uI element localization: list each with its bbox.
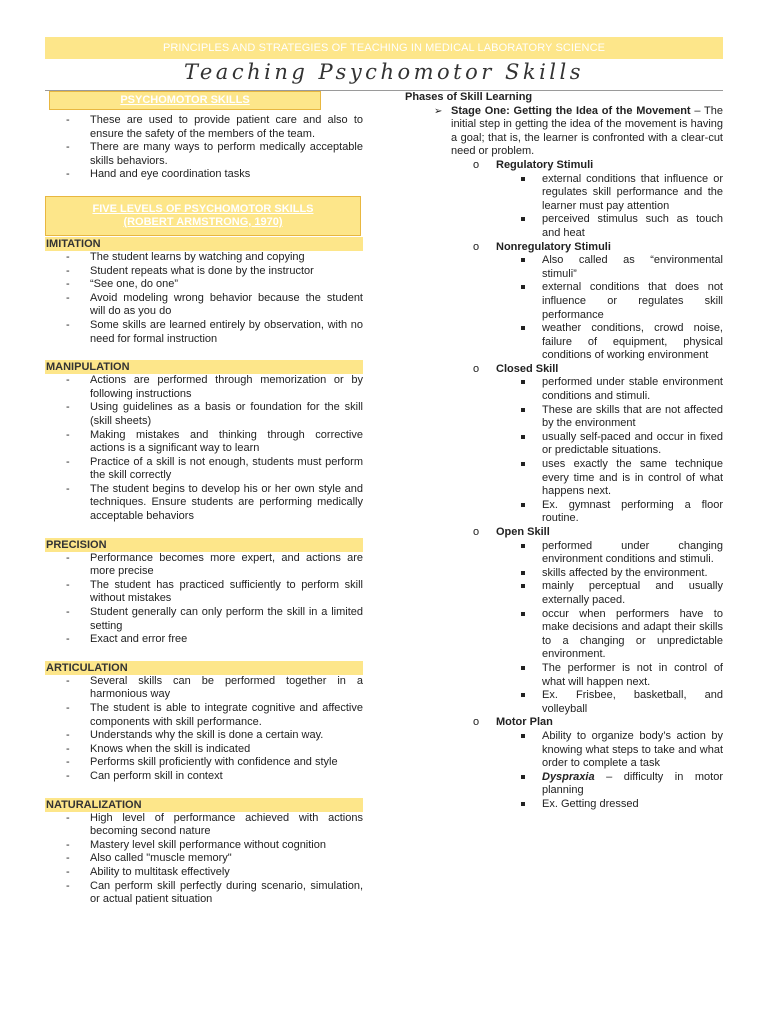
list-item: - Knows when the skill is indicated [45, 743, 363, 757]
list-item: Also called as “environmental stimuli” [380, 254, 723, 281]
list-item: skills affected by the environment. [380, 567, 723, 581]
list-item: external conditions that influence or regulates skill performance and the learner must pay attention [380, 173, 723, 214]
list-item: occur when performers have to make decisions and adapt their skills to a changing or unpredictable environment. [380, 608, 723, 662]
right-column [380, 91, 723, 811]
list-item: - Actions are performed through memorization or by following instructions [45, 374, 363, 401]
precision-heading: PRECISION [45, 538, 363, 552]
list-item: - High level of performance achieved with actions becoming second nature [45, 812, 363, 839]
left-column [45, 91, 363, 907]
closed-skill-list [380, 376, 723, 526]
list-item: - Also called "muscle memory" [45, 852, 363, 866]
list-item: These are skills that are not affected by the environment [380, 404, 723, 431]
open-skill-heading [380, 526, 723, 540]
list-item: The performer is not in control of what will happen next. [380, 662, 723, 689]
manipulation-section [45, 360, 363, 524]
open-skill-list [380, 540, 723, 717]
list-item: - Can perform skill in context [45, 770, 363, 784]
list-item: mainly perceptual and usually externally paced. [380, 580, 723, 607]
list-item: - “See one, do one” [45, 278, 363, 292]
five-levels-title: FIVE LEVELS OF PSYCHOMOTOR SKILLS [92, 202, 314, 215]
circle-bullet-icon: o [473, 240, 480, 253]
nonregulatory-title: Nonregulatory Stimuli [496, 240, 611, 253]
list-item [380, 771, 723, 798]
list-item: - Practice of a skill is not enough, students must perform the skill correctly [45, 456, 363, 483]
nonregulatory-list [380, 254, 723, 363]
list-item: - These are used to provide patient care and also to ensure the safety of the members of the team. [45, 114, 363, 141]
stage-one-label: Stage One: Getting the Idea of the Movement [451, 104, 691, 117]
list-item: - Some skills are learned entirely by observation, with no need for formal instruction [45, 319, 363, 346]
dyspraxia-term: Dyspraxia [542, 770, 595, 783]
list-item: - The student learns by watching and copying [45, 251, 363, 265]
naturalization-heading: NATURALIZATION [45, 798, 363, 812]
list-item: - Several skills can be performed together in a harmonious way [45, 675, 363, 702]
list-item: performed under changing environment conditions and stimuli. [380, 540, 723, 567]
arrow-bullet-icon: ➢ [434, 105, 443, 117]
regulatory-list [380, 173, 723, 241]
psychomotor-list [45, 114, 363, 182]
list-item: - Understands why the skill is done a certain way. [45, 729, 363, 743]
list-item: - Exact and error free [45, 633, 363, 647]
dyspraxia-definition: – difficulty in motor planning [542, 770, 723, 797]
stage-one [380, 105, 723, 159]
page-title: Teaching Psychomotor Skills [184, 60, 584, 84]
list-item: uses exactly the same technique every time and is in control of what happens next. [380, 458, 723, 499]
list-item: - There are many ways to perform medically acceptable skills behaviors. [45, 141, 363, 168]
list-item: - The student is able to integrate cognitive and affective components with skill performance. [45, 702, 363, 729]
course-banner: PRINCIPLES AND STRATEGIES OF TEACHING IN MEDICAL LABORATORY SCIENCE [45, 37, 723, 59]
naturalization-section [45, 798, 363, 907]
list-item: weather conditions, crowd noise, failure of equipment, physical conditions of working environment [380, 322, 723, 363]
list-item: Ex. gymnast performing a floor routine. [380, 499, 723, 526]
list-item: - Student generally can only perform the skill in a limited setting [45, 606, 363, 633]
articulation-section [45, 661, 363, 784]
list-item: Ability to organize body’s action by knowing what steps to take and what order to complete a task [380, 730, 723, 771]
circle-bullet-icon: o [473, 362, 480, 375]
articulation-heading: ARTICULATION [45, 661, 363, 675]
list-item: - Can perform skill perfectly during scenario, simulation, or actual patient situation [45, 880, 363, 907]
circle-bullet-icon: o [473, 158, 480, 171]
list-item: perceived stimulus such as touch and heat [380, 213, 723, 240]
psychomotor-skills-box: PSYCHOMOTOR SKILLS [49, 91, 321, 110]
list-item: - Student repeats what is done by the instructor [45, 265, 363, 279]
list-item: - Avoid modeling wrong behavior because the student will do as you do [45, 292, 363, 319]
list-item: - Ability to multitask effectively [45, 866, 363, 880]
list-item: Ex. Getting dressed [380, 798, 723, 812]
circle-bullet-icon: o [473, 526, 480, 538]
list-item: - The student has practiced sufficiently to perform skill without mistakes [45, 579, 363, 606]
motor-plan-list [380, 730, 723, 812]
list-item: - Hand and eye coordination tasks [45, 168, 363, 182]
motor-plan-title: Motor Plan [496, 716, 553, 729]
nonregulatory-heading [380, 241, 723, 255]
open-skill-title: Open Skill [496, 526, 550, 538]
phases-heading: Phases of Skill Learning [405, 91, 533, 103]
regulatory-heading [380, 159, 723, 173]
list-item: usually self-paced and occur in fixed or predictable situations. [380, 431, 723, 458]
stage-one-text: – The initial step in getting the idea of the movement is having a goal; that is, the learner is confronted with a clear-cut need or problem. [451, 104, 723, 158]
five-levels-citation: (ROBERT ARMSTRONG, 1970) [123, 215, 283, 228]
list-item: - The student begins to develop his or her own style and techniques. Ensure students are performing medically acceptable behaviors [45, 483, 363, 524]
motor-plan-heading [380, 716, 723, 730]
closed-skill-heading [380, 363, 723, 377]
regulatory-title: Regulatory Stimuli [496, 158, 594, 171]
circle-bullet-icon: o [473, 716, 480, 729]
closed-skill-title: Closed Skill [496, 362, 559, 375]
list-item: - Performs skill proficiently with confidence and style [45, 756, 363, 770]
list-item: - Performance becomes more expert, and actions are more precise [45, 552, 363, 579]
imitation-section [45, 237, 363, 346]
precision-section [45, 538, 363, 647]
list-item: performed under stable environment conditions and stimuli. [380, 376, 723, 403]
manipulation-heading: MANIPULATION [45, 360, 363, 374]
list-item: - Making mistakes and thinking through corrective actions is a significant way to learn [45, 429, 363, 456]
five-levels-box [45, 196, 361, 236]
imitation-heading: IMITATION [45, 237, 363, 251]
list-item: - Using guidelines as a basis or foundation for the skill (skill sheets) [45, 401, 363, 428]
list-item: - Mastery level skill performance without cognition [45, 839, 363, 853]
list-item: external conditions that does not influence or regulates skill performance [380, 281, 723, 322]
list-item: Ex. Frisbee, basketball, and volleyball [380, 689, 723, 716]
